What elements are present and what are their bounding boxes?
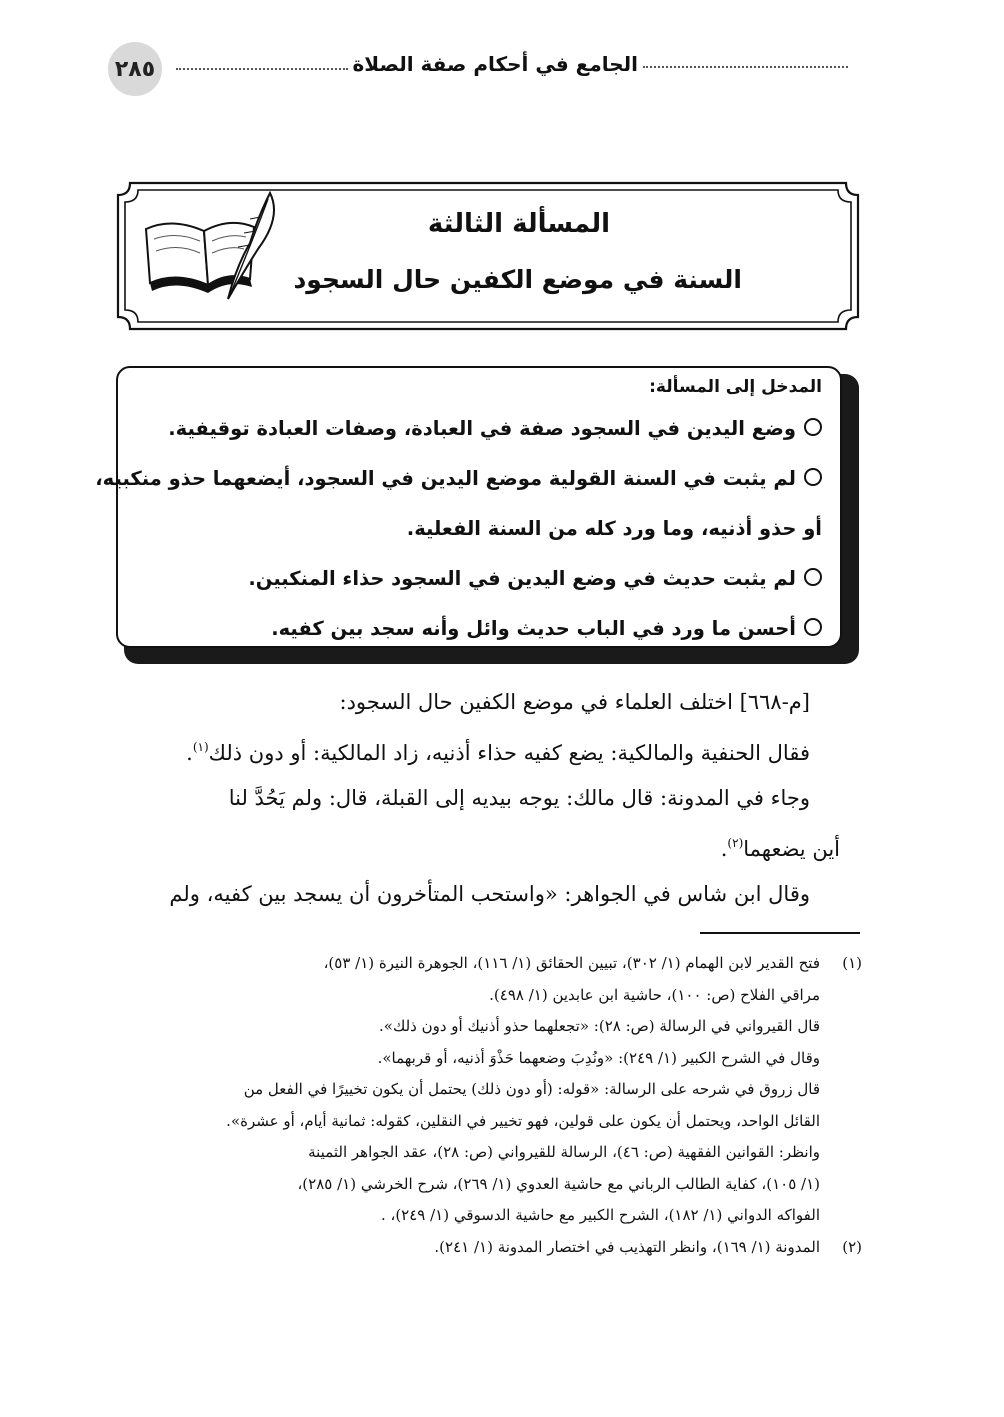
- intro-item: وضع اليدين في السجود صفة في العبادة، وصفات العبادة توقيفية.: [132, 404, 822, 454]
- footnote-number: (٢): [842, 1237, 862, 1256]
- intro-item-continuation: أو حذو أذنيه، وما ورد كله من السنة الفعلية.: [406, 517, 822, 540]
- footnote-line: مراقي الفلاح (ص: ١٠٠)، حاشية ابن عابدين (١/ ٤٩٨).: [489, 985, 820, 1004]
- header-dotted-leader-left: [176, 68, 348, 70]
- book-title: الجامع في أحكام صفة الصلاة: [352, 52, 638, 76]
- footnote-ref[interactable]: (٢): [727, 836, 744, 850]
- intro-box: [95, 366, 842, 648]
- circle-bullet-icon: [804, 418, 822, 436]
- book-and-quill-icon: [132, 187, 282, 307]
- issue-number-heading: المسألة الثالثة: [427, 209, 610, 239]
- body-paragraph: فقال الحنفية والمالكية: يضع كفيه حذاء أذنيه، زاد المالكية: أو دون ذلك$^{(١)}$.: [186, 740, 810, 765]
- footnote-1: [110, 948, 862, 1232]
- body-text: [108, 680, 840, 917]
- footnote-2: [110, 1232, 862, 1264]
- issue-subject-heading: السنة في موضع الكفين حال السجود: [293, 265, 742, 294]
- body-paragraph: وقال ابن شاس في الجواهر: «واستحب المتأخرون أن يسجد بين كفيه، ولم: [169, 882, 810, 906]
- footnote-line: قال زروق في شرحه على الرسالة: «قوله: (أو دون ذلك) يحتمل أن يكون تخييرًا في الفعل من: [243, 1080, 820, 1098]
- footnote-line: القائل الواحد، ويحتمل أن يكون على قولين، فهو تخيير في النقلين، كقوله: ثمانية أيام، أو عشرة».: [226, 1111, 820, 1130]
- footnote-line: وقال في الشرح الكبير (١/ ٢٤٩): «ونُدِبَ وضعهما حَذْوَ أذنيه، أو قربهما».: [377, 1048, 820, 1067]
- circle-bullet-icon: [804, 568, 822, 586]
- body-paragraph: [م-٦٦٨] اختلف العلماء في موضع الكفين حال السجود:: [339, 690, 810, 714]
- footnote-line: الفواكه الدواني (١/ ١٨٢)، الشرح الكبير مع حاشية الدسوقي (١/ ٢٤٩)، .: [380, 1206, 820, 1224]
- body-paragraph: وجاء في المدونة: قال مالك: يوجه بيديه إلى القبلة، قال: ولم يَحُدَّ لنا: [228, 786, 810, 810]
- footnote-line: المدونة (١/ ١٦٩)، وانظر التهذيب في اختصار المدونة (١/ ٢٤١).: [434, 1237, 820, 1256]
- footnote-number: (١): [842, 954, 862, 972]
- footnotes: [110, 948, 862, 1263]
- circle-bullet-icon: [804, 618, 822, 636]
- intro-heading: المدخل إلى المسألة:: [649, 377, 822, 397]
- body-paragraph: أين يضعهما$^{(٢)}$.: [720, 836, 840, 861]
- footnote-ref[interactable]: (١): [192, 740, 209, 754]
- footnote-line: فتح القدير لابن الهمام (١/ ٣٠٢)، تبيين الحقائق (١/ ١١٦)، الجوهرة النيرة (١/ ٥٣)،: [323, 954, 820, 972]
- footnote-line: وانظر: القوانين الفقهية (ص: ٤٦)، الرسالة للقيرواني (ص: ٢٨)، عقد الجواهر الثمينة: [308, 1143, 820, 1161]
- footnote-line: قال القيرواني في الرسالة (ص: ٢٨): «تجعلهما حذو أذنيك أو دون ذلك».: [379, 1017, 820, 1035]
- intro-item: لم يثبت في السنة القولية موضع اليدين في السجود، أيضعهما حذو منكبيه،: [132, 454, 822, 504]
- header-dotted-leader-right: [643, 66, 848, 68]
- page-number: ٢٨٥: [108, 42, 162, 96]
- intro-item: أحسن ما ورد في الباب حديث وائل وأنه سجد بين كفيه.: [132, 604, 822, 654]
- running-header: [108, 42, 848, 102]
- footnote-separator: [700, 932, 860, 934]
- footnote-line: (١/ ١٠٥)، كفاية الطالب الرباني مع حاشية العدوي (١/ ٢٦٩)، شرح الخرشي (١/ ٢٨٥)،: [297, 1174, 820, 1193]
- circle-bullet-icon: [804, 468, 822, 486]
- intro-item: لم يثبت حديث في وضع اليدين في السجود حذاء المنكبين.: [132, 554, 822, 604]
- issue-title-frame: [116, 181, 860, 331]
